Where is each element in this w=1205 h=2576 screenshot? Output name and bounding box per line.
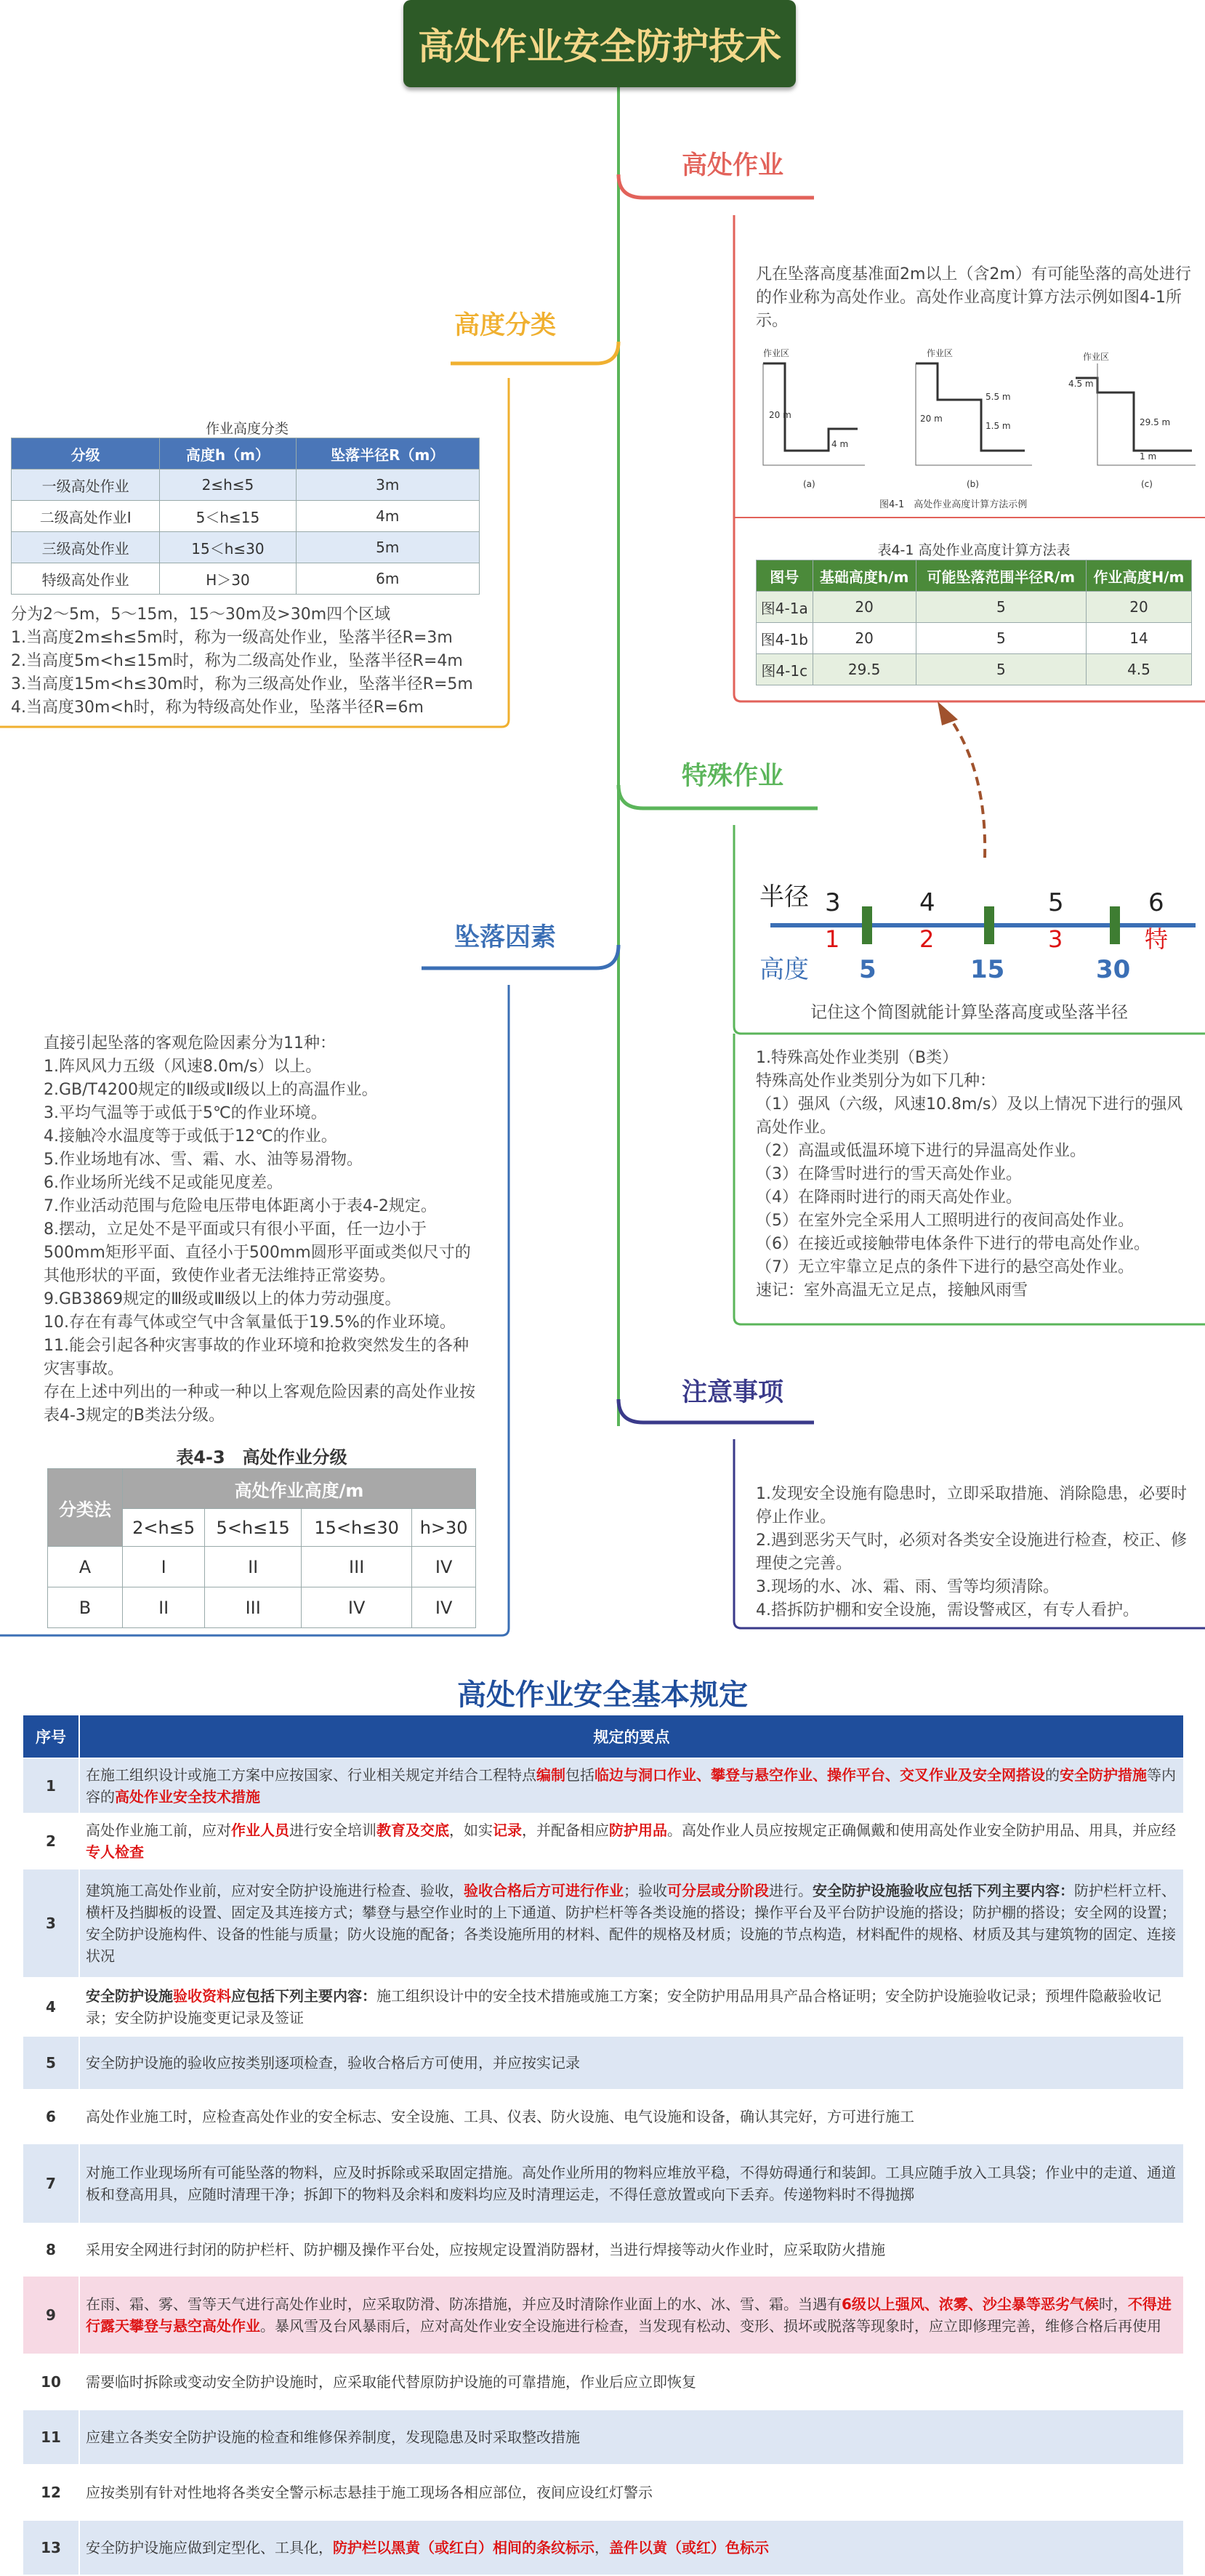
table-row	[48, 1587, 476, 1628]
gaochu-table	[756, 560, 1192, 685]
gaodu-line: 4.当高度30m<h时，称为特级高处作业，坠落半径R=6m	[11, 699, 424, 717]
table-cell: 三级高处作业	[12, 532, 160, 563]
gaodu-table-caption: 作业高度分类	[205, 421, 289, 437]
table-header: 坠落半径R（m）	[296, 438, 479, 470]
teshu-line: 特殊高处作业类别分为如下几种：	[756, 1072, 996, 1090]
gaochu-text: 凡在坠落高度基准面2m以上（含2m）有可能坠落的高处进行的作业称为高处作业。高处作业高度计算方法示例如图4-1所示。	[756, 265, 1191, 330]
table-cell: 5	[916, 654, 1086, 685]
teshu-line: （3）在降雪时进行的雪天高处作业。	[756, 1165, 1022, 1183]
table-cell: 图4-1b	[757, 623, 813, 654]
teshu-line: （7）无立牢靠立足点的条件下进行的悬空高处作业。	[756, 1258, 1134, 1276]
table-row	[23, 2410, 1184, 2465]
rule-number: 11	[23, 2410, 79, 2465]
table-header: 基础高度h/m	[813, 560, 916, 592]
table-header: 5<h≤15	[205, 1509, 302, 1547]
zhuiluo-line: 8.摆动，立足处不是平面或只有很小平面，任一边小于500mm矩形平面、直径小于500mm圆形平面或类似尺寸的其他形状的平面，致使作业者无法维持正常姿势。	[44, 1220, 471, 1285]
table-row	[23, 1978, 1184, 2036]
zhuiluo-table-caption: 表4-3 高处作业分级	[176, 1447, 347, 1468]
zhuiluo-line: 11.能会引起各种灾害事故的作业环境和抢救突然发生的各种灾害事故。	[44, 1337, 469, 1378]
rule-text: 高处作业施工时，应检查高处作业的安全标志、安全设施、工具、仪表、防火设施、电气设施和设备，确认其完好，方可进行施工	[79, 2090, 1184, 2144]
table-cell: IV	[302, 1587, 412, 1628]
grade-value: 2	[919, 925, 935, 953]
radius-value: 3	[825, 888, 841, 917]
radius-caption: 记住这个简图就能计算坠落高度或坠落半径	[810, 1003, 1128, 1022]
table-cell: III	[205, 1587, 302, 1628]
rule-text: 在雨、霜、雾、雪等天气进行高处作业时，应采取防滑、防冻措施，并应及时清除作业面上的水、冰、雪、霜。当遇有6级以上强风、浓雾、沙尘暴等恶劣气候时，不得进行露天攀登与悬空高处作业。暴风雪及台风暴雨后，应对高处作业安全设施进行检查，当发现有松动、变形、损坏或脱落等现象时，应立即修理完善，维修合格后再使用	[79, 2276, 1184, 2354]
grade-value: 特	[1145, 925, 1169, 953]
table-row	[23, 2465, 1184, 2520]
fig-a-label: 作业区	[763, 348, 790, 358]
table-cell: 14	[1086, 623, 1191, 654]
rule-text: 应按类别有针对性地将各类安全警示标志悬挂于施工现场各相应部位，夜间应设红灯警示	[79, 2465, 1184, 2520]
table-row	[23, 2223, 1184, 2276]
teshu-line: （1）强风（六级，风速10.8m/s）及以上情况下进行的强风高处作业。	[756, 1095, 1183, 1137]
rule-text: 安全防护设施验收资料应包括下列主要内容：施工组织设计中的安全技术措施或施工方案；安全防护用品用具产品合格证明；安全防护设施验收记录；预埋件隐蔽验收记录；安全防护设施变更记录及签证	[79, 1978, 1184, 2036]
table-row	[48, 1547, 476, 1587]
table-cell: 4.5	[1086, 654, 1191, 685]
topic-teshu: 特殊作业	[682, 762, 784, 791]
table-header: 15<h≤30	[302, 1509, 412, 1547]
gaochu-figure	[756, 342, 1199, 516]
table-header: 作业高度H/m	[1086, 560, 1191, 592]
rule-number: 13	[23, 2520, 79, 2575]
gaodu-label: 高度	[759, 955, 809, 984]
table-corner: 分类法	[48, 1469, 123, 1547]
rule-number: 12	[23, 2465, 79, 2520]
zhuiluo-line: 7.作业活动范围与危险电压带电体距离小于表4-2规定。	[44, 1197, 437, 1215]
table-cell: 5	[916, 592, 1086, 623]
teshu-line: 速记：室外高温无立足点，接触风雨雪	[756, 1281, 1028, 1300]
page-title: 高处作业安全防护技术	[403, 0, 796, 87]
table-cell: 6m	[296, 563, 479, 595]
gaodu-table	[11, 438, 480, 595]
fig-a-dim-r: 4 m	[831, 439, 849, 449]
table-row	[12, 470, 480, 501]
table-cell: 图4-1c	[757, 654, 813, 685]
rule-text: 需要临时拆除或变动安全防护设施时，应采取能代替原防护设施的可靠措施，作业后应立即恢复	[79, 2354, 1184, 2410]
fig-b-label: 作业区	[927, 348, 954, 358]
topic-zhuyi: 注意事项	[682, 1378, 784, 1407]
zhuiluo-table	[47, 1468, 476, 1628]
table-cell: 5	[916, 623, 1086, 654]
table-cell: 5＜h≤15	[160, 501, 296, 532]
rule-number: 1	[23, 1758, 79, 1814]
zhuiluo-line: 2.GB/T4200规定的Ⅱ级或Ⅱ级以上的高温作业。	[44, 1081, 378, 1099]
table-cell: 20	[1086, 592, 1191, 623]
rule-number: 9	[23, 2276, 79, 2354]
zhuiluo-line: 存在上述中列出的一种或一种以上客观危险因素的高处作业按表4-3规定的B类法分级。	[44, 1383, 476, 1425]
table-row	[23, 1814, 1184, 1869]
rules-table	[22, 1714, 1185, 2576]
table-row	[12, 532, 480, 563]
rules-header-text: 规定的要点	[79, 1715, 1184, 1758]
table-cell: 29.5	[813, 654, 916, 685]
table-header: 2<h≤5	[123, 1509, 205, 1547]
rule-number: 10	[23, 2354, 79, 2410]
table-row	[23, 1758, 1184, 1814]
table-header: h>30	[412, 1509, 476, 1547]
rule-number: 2	[23, 1814, 79, 1869]
teshu-line: （2）高温或低温环境下进行的异温高处作业。	[756, 1142, 1086, 1160]
table-row	[23, 2520, 1184, 2575]
table-cell: 特级高处作业	[12, 563, 160, 595]
gaodu-line: 分为2～5m，5～15m，15～30m及>30m四个区域	[11, 605, 391, 624]
zhuiluo-line: 9.GB3869规定的Ⅲ级或Ⅲ级以上的体力劳动强度。	[44, 1290, 401, 1308]
teshu-line: 1.特殊高处作业类别（B类）	[756, 1049, 959, 1067]
zhuiluo-line: 4.接触冷水温度等于或低于12℃的作业。	[44, 1127, 337, 1146]
rule-text: 建筑施工高处作业前，应对安全防护设施进行检查、验收，验收合格后方可进行作业；验收可分层或分阶段进行。安全防护设施验收应包括下列主要内容：防护栏杆立杆、横杆及挡脚板的设置、固定及其连接方式；攀登与悬空作业时的上下通道、防护栏杆等各类设施的搭设；操作平台及平台防护设施的搭设；防护棚的搭设；安全网的设置；安全防护设施构件、设备的性能与质量；防火设施的配备；各类设施所用的材料、配件的规格及材质；设施的节点构造，材料配件的规格、材质及其与建筑物的固定、连接状况	[79, 1869, 1184, 1978]
table-cell: B	[48, 1587, 123, 1628]
zhuiluo-line: 1.阵风风力五级（风速8.0m/s）以上。	[44, 1058, 322, 1076]
table-cell: III	[302, 1547, 412, 1587]
table-cell: 3m	[296, 470, 479, 501]
zhuiluo-line: 3.平均气温等于或低于5℃的作业环境。	[44, 1104, 327, 1122]
topic-gaodu: 高度分类	[454, 311, 557, 340]
rules-header-no: 序号	[23, 1715, 79, 1758]
radius-diagram	[749, 869, 1205, 1029]
table-row	[23, 2276, 1184, 2354]
gaodu-line: 1.当高度2m≤h≤5m时，称为一级高处作业，坠落半径R=3m	[11, 629, 453, 647]
table-cell: A	[48, 1547, 123, 1587]
table-cell: II	[205, 1547, 302, 1587]
zhuyi-line: 3.现场的水、冰、霜、雨、雪等均须清除。	[756, 1578, 1059, 1596]
table-group-header: 高处作业高度/m	[123, 1469, 476, 1509]
table-row	[12, 501, 480, 532]
table-cell: 5m	[296, 532, 479, 563]
zhuiluo-line: 5.作业场地有冰、雪、霜、水、油等易滑物。	[44, 1151, 363, 1169]
zhuyi-line: 1.发现安全设施有隐患时，立即采取措施、消除隐患，必要时停止作业。	[756, 1485, 1187, 1526]
table-row	[757, 592, 1192, 623]
grade-value: 3	[1048, 925, 1063, 953]
fig-b-sub: (b)	[967, 479, 979, 489]
table-row	[23, 2354, 1184, 2410]
rule-text: 对施工作业现场所有可能坠落的物料，应及时拆除或采取固定措施。高处作业所用的物料应堆放平稳，不得妨碍通行和装卸。工具应随手放入工具袋；作业中的走道、通道板和登高用具，应随时清理干净；拆卸下的物料及余料和废料均应及时清理运走，不得任意放置或向下丢弃。传递物料时不得抛掷	[79, 2144, 1184, 2223]
table-header: 可能坠落范围半径R/m	[916, 560, 1086, 592]
table-header: 图号	[757, 560, 813, 592]
rule-number: 6	[23, 2090, 79, 2144]
fig-caption: 图4-1 高处作业高度计算方法示例	[879, 499, 1028, 510]
zhuiluo-notes	[44, 1032, 480, 1428]
rule-text: 高处作业施工前，应对作业人员进行安全培训教育及交底，如实记录，并配备相应防护用品。高处作业人员应按规定正确佩戴和使用高处作业安全防护用品、用具，并应经专人检查	[79, 1814, 1184, 1869]
rules-title: 高处作业安全基本规定	[457, 1678, 748, 1712]
topic-zhuiluo: 坠落因素	[454, 923, 557, 952]
table-cell: I	[123, 1547, 205, 1587]
gaodu-line: 2.当高度5m<h≤15m时，称为二级高处作业，坠落半径R=4m	[11, 652, 463, 670]
fig-c-label: 作业区	[1083, 352, 1110, 362]
fig-a-sub: (a)	[803, 479, 815, 489]
topic-gaochu: 高处作业	[682, 151, 784, 180]
rule-text: 应建立各类安全防护设施的检查和维修保养制度，发现隐患及时采取整改措施	[79, 2410, 1184, 2465]
zhuiluo-line: 10.存在有毒气体或空气中含氧量低于19.5%的作业环境。	[44, 1313, 456, 1332]
table-cell: 2≤h≤5	[160, 470, 296, 501]
table-cell: IV	[412, 1587, 476, 1628]
table-cell: II	[123, 1587, 205, 1628]
table-row	[757, 654, 1192, 685]
fig-b-dim-s: 1.5 m	[986, 421, 1011, 431]
fig-b-dim-h: 20 m	[920, 414, 943, 424]
teshu-line: （4）在降雨时进行的雨天高处作业。	[756, 1188, 1022, 1207]
rule-text: 采用安全网进行封闭的防护栏杆、防护棚及操作平台处，应按规定设置消防器材，当进行焊接等动火作业时，应采取防火措施	[79, 2223, 1184, 2276]
rule-number: 7	[23, 2144, 79, 2223]
table-cell: 20	[813, 623, 916, 654]
table-cell: 4m	[296, 501, 479, 532]
fig-b-dim-r: 5.5 m	[986, 392, 1011, 402]
rule-text: 在施工组织设计或施工方案中应按国家、行业相关规定并结合工程特点编制包括临边与洞口作业、攀登与悬空作业、操作平台、交叉作业及安全网搭设的安全防护措施等内容的高处作业安全技术措施	[79, 1758, 1184, 1814]
table-row	[23, 1869, 1184, 1978]
table-cell: 15＜h≤30	[160, 532, 296, 563]
height-value: 5	[859, 955, 876, 984]
table-row	[23, 2090, 1184, 2144]
table-cell: H＞30	[160, 563, 296, 595]
table-row	[12, 563, 480, 595]
height-value: 15	[970, 955, 1005, 984]
zhuyi-notes	[756, 1483, 1192, 1622]
banjing-label: 半径	[759, 882, 809, 911]
radius-value: 5	[1048, 888, 1064, 917]
fig-c-sub: (c)	[1141, 479, 1153, 489]
rule-text: 安全防护设施应做到定型化、工具化，防护栏以黑黄（或红白）相间的条纹标示，盖件以黄（或红）色标示	[79, 2520, 1184, 2575]
rule-text: 安全防护设施的验收应按类别逐项检查，验收合格后方可使用，并应按实记录	[79, 2036, 1184, 2090]
table-cell: 图4-1a	[757, 592, 813, 623]
table-header: 分级	[12, 438, 160, 470]
rule-number: 4	[23, 1978, 79, 2036]
table-cell: IV	[412, 1547, 476, 1587]
fig-c-dim-r: 1 m	[1140, 451, 1157, 462]
rule-number: 8	[23, 2223, 79, 2276]
fig-c-dim-b: 29.5 m	[1140, 417, 1171, 427]
teshu-line: （6）在接近或接触带电体条件下进行的带电高处作业。	[756, 1235, 1150, 1253]
gaodu-line: 3.当高度15m<h≤30m时，称为三级高处作业，坠落半径R=5m	[11, 675, 473, 693]
radius-value: 6	[1148, 888, 1164, 917]
rule-number: 5	[23, 2036, 79, 2090]
rule-number: 3	[23, 1869, 79, 1978]
gaochu-table-caption: 表4-1 高处作业高度计算方法表	[877, 542, 1071, 558]
zhuiluo-line: 直接引起坠落的客观危险因素分为11种：	[44, 1034, 336, 1052]
table-row	[757, 623, 1192, 654]
table-header: 高度h（m）	[160, 438, 296, 470]
table-row	[23, 2036, 1184, 2090]
zhuyi-line: 2.遇到恶劣天气时，必须对各类安全设施进行检查，校正、修理使之完善。	[756, 1531, 1187, 1573]
table-cell: 20	[813, 592, 916, 623]
fig-a-dim-h: 20 m	[769, 410, 791, 420]
grade-value: 1	[825, 925, 840, 953]
gaodu-notes	[11, 603, 505, 720]
height-value: 30	[1096, 955, 1131, 984]
table-row	[23, 2144, 1184, 2223]
radius-value: 4	[919, 888, 935, 917]
table-cell: 一级高处作业	[12, 470, 160, 501]
teshu-line: （5）在室外完全采用人工照明进行的夜间高处作业。	[756, 1212, 1134, 1230]
fig-c-dim-h: 4.5 m	[1068, 379, 1094, 389]
table-cell: 二级高处作业I	[12, 501, 160, 532]
teshu-notes	[756, 1047, 1192, 1303]
zhuiluo-line: 6.作业场所光线不足或能见度差。	[44, 1174, 283, 1192]
zhuyi-line: 4.搭拆防护棚和安全设施，需设警戒区，有专人看护。	[756, 1601, 1139, 1619]
